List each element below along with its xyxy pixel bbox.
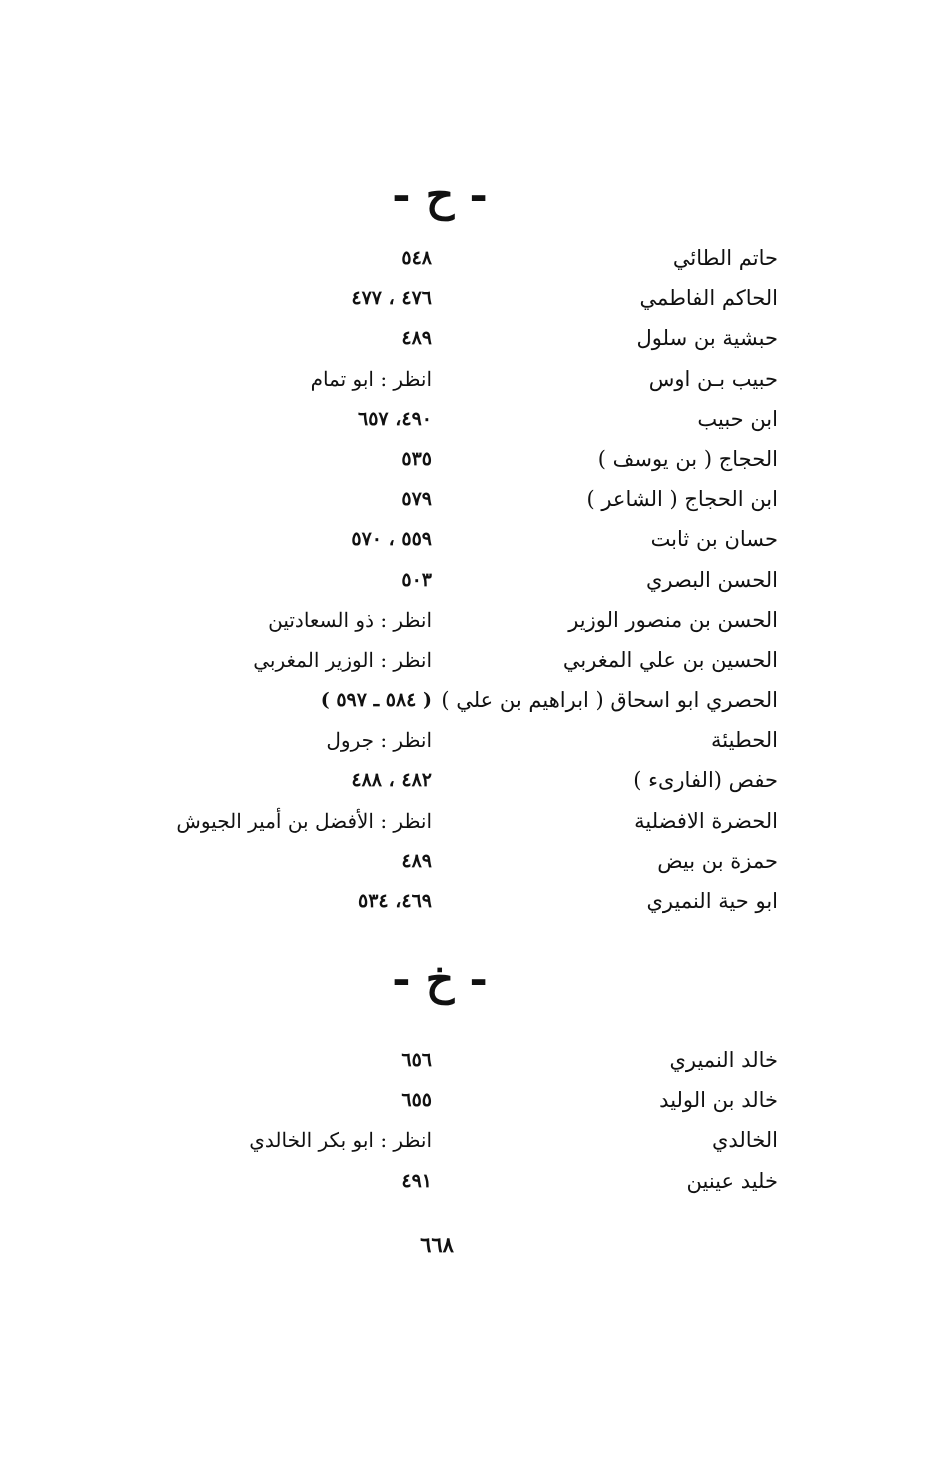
entry-page-ref: ٥٣٥ [401,447,432,470]
entry-see-ref: انظر : الأفضل بن أمير الجيوش [176,808,432,833]
entry-page-ref: ٤٨٢ ، ٤٨٨ [351,769,432,792]
entry-name: الحجاج ( بن يوسف ) [597,446,778,471]
index-entry [0,1161,944,1201]
entry-name: خالد بن الوليد [659,1088,778,1113]
index-entry [0,640,944,680]
entry-page-ref: ٤٨٩ [401,849,432,872]
index-entry [0,278,944,318]
entry-page-ref: ٤٨٩ [401,327,432,350]
entry-page-ref: ٤٩٠، ٦٥٧ [358,407,432,430]
entry-name: حبشية بن سلول [636,326,778,351]
page-number: ٦٦٨ [420,1232,454,1257]
index-entry [0,399,944,439]
entry-see-ref: انظر : الوزير المغربي [253,647,432,672]
entry-page-ref: ٥٧٩ [401,488,432,511]
entry-page-ref: ٦٥٥ [401,1089,432,1112]
entry-see-ref: انظر : ابو بكر الخالدي [249,1128,432,1153]
entry-name: الحاكم الفاطمي [639,286,778,311]
entry-page-ref: ٥٤٨ [401,247,432,269]
entry-name: حسان بن ثابت [650,527,778,552]
index-entry [0,760,944,800]
index-entry [0,680,944,720]
index-entry [0,560,944,600]
index-entry [0,600,944,640]
entry-name: حبيب بـن اوس [648,366,778,391]
entry-page-ref: ٥٥٩ ، ٥٧٠ [351,528,432,551]
index-entry [0,720,944,760]
index-entry [0,1120,944,1160]
entry-name: حفص (الفارىء ) [633,768,778,793]
entries-list-kha [0,1040,944,1201]
entry-page-ref: ٤٧٦ ، ٤٧٧ [351,287,432,310]
index-entry [0,318,944,358]
entry-page-ref: ( ٥٨٤ ـ ٥٩٧ ) [320,689,432,712]
entry-see-ref: انظر : ابو تمام [310,366,432,391]
index-entry [0,479,944,519]
entry-name: خالد النميري [669,1048,778,1072]
entry-name: خليد عينين [686,1168,778,1193]
entry-see-ref: انظر : جرول [326,728,432,753]
entry-page-ref: ٥٠٣ [401,568,432,591]
entry-page-ref: ٦٥٦ [401,1049,432,1071]
entry-name: ابن الحجاج ( الشاعر ) [586,487,778,512]
index-entry [0,238,944,278]
section-heading-kha: - خ - [392,954,488,1005]
entry-name: حمزة بن بيض [657,848,778,873]
section-heading-ha: - ح - [392,170,488,221]
index-entry [0,1080,944,1120]
entry-name: الحسن البصري [646,567,778,592]
index-entry [0,881,944,921]
entry-page-ref: ٤٦٩، ٥٣٤ [358,890,432,912]
index-entry [0,801,944,841]
entry-name: ابن حبيب [697,406,778,431]
entry-page-ref: ٤٩١ [401,1169,432,1192]
entry-name: الحصري ابو اسحاق ( ابراهيم بن علي ) [441,688,778,713]
index-entry [0,1040,944,1080]
entry-name: حاتم الطائي [672,246,778,270]
entry-name: ابو حية النميري [646,889,778,913]
index-entry [0,359,944,399]
entry-name: الحطيئة [711,728,778,753]
entry-name: الخالدي [711,1128,778,1153]
entries-list-ha [0,238,944,921]
entry-name: الحسين بن علي المغربي [562,647,778,672]
index-entry [0,519,944,559]
entry-name: الحضرة الافضلية [634,808,778,833]
index-entry [0,439,944,479]
index-entry [0,841,944,881]
entry-name: الحسن بن منصور الوزير [568,607,778,632]
entry-see-ref: انظر : ذو السعادتين [268,607,432,632]
